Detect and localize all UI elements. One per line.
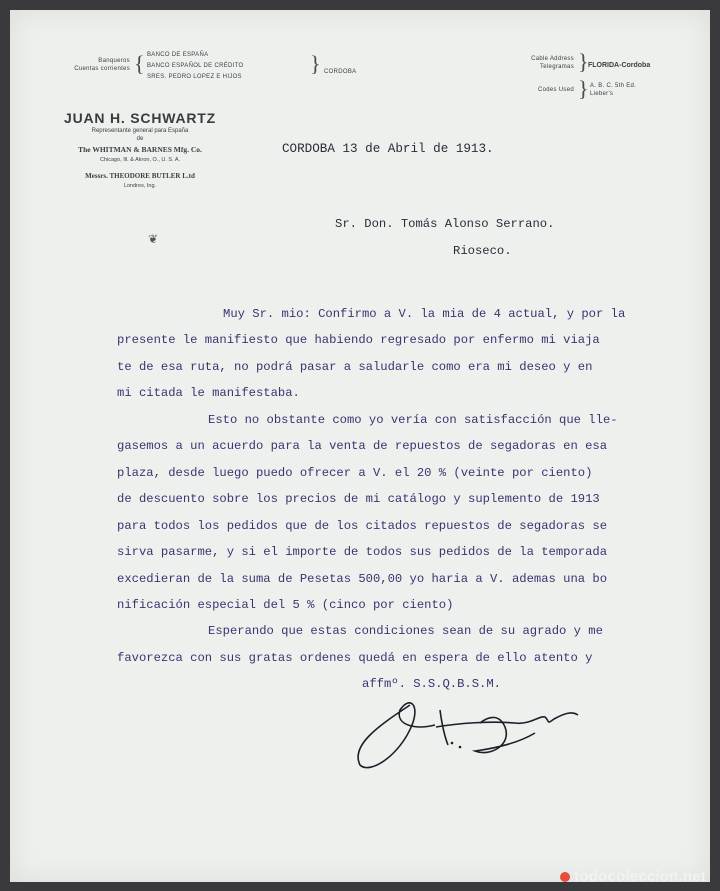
bank-labels [54,57,130,73]
body-line: plaza, desde luego puedo ofrecer a V. el 20 % (veinte por ciento) [117,466,593,480]
of-line: de [136,136,144,142]
bracket-codes: } [578,76,589,101]
body-line: Esto no obstante como yo vería con satisfacción que lle- [208,413,618,427]
body-line: Esperando que estas condiciones sean de su agrado y me [208,624,603,638]
bank-list [147,51,243,81]
body-line: Muy Sr. mio: Confirmo a V. la mia de 4 actual, y por la [223,307,626,321]
codes-value-2: Lieber's [590,91,614,97]
body-line: favorezca con sus gratas ordenes quedá en espera de ello atento y [117,651,593,665]
body-line: excedieran de la suma de Pesetas 500,00 yo haria a V. ademas una bo [117,572,608,586]
recipient-name: Sr. Don. Tomás Alonso Serrano. [335,217,555,231]
cable-label-2: Telegramas [539,64,574,70]
body-line: presente le manifiesto que habiendo regresado por enfermo mi viaja [117,333,600,347]
body-line: nificación especial del 5 % (cinco por ciento) [117,598,454,612]
body-line: para todos los pedidos que de los citados repuestos de segadoras se [117,519,608,533]
rep-line: Representante general para España [91,128,189,134]
bank-label-1: Banqueros [98,58,130,64]
sender-block [50,110,230,189]
bank-1: BANCO DE ESPAÑA [147,52,209,58]
company-address: Chicago, Ill. & Akron, O., U. S. A. [99,157,181,163]
company2-address: Londres, Ing. [123,183,157,189]
ornament-icon: ❦ [148,232,159,246]
cable-label-1: Cable Address [531,56,574,62]
sender-name: JUAN H. SCHWARTZ [63,110,217,126]
watermark-text: todocoleccion.net [574,868,706,885]
cable-labels [500,55,574,71]
signature [340,685,600,775]
bank-2: BANCO ESPAÑOL DE CRÉDITO [147,63,244,69]
body-line: de descuento sobre los precios de mi catálogo y suplemento de 1913 [117,492,600,506]
bracket-right: } [310,51,321,76]
watermark-logo-icon [560,872,570,882]
body-line: te de esa ruta, no podrá pasar a saludarle como era mi deseo y en [117,360,593,374]
body-line: mi citada le manifestaba. [117,386,300,400]
place-date: CORDOBA 13 de Abril de 1913. [282,142,494,156]
bank-city: CORDOBA [324,69,357,75]
recipient-city: Rioseco. [453,244,512,258]
codes-label: Codes Used [537,87,574,93]
bracket-cable: } [578,49,589,74]
body-line: gasemos a un acuerdo para la venta de repuestos de segadoras en esa [117,439,608,453]
codes-value [590,82,636,98]
cable-value: FLORIDA-Cordoba [588,62,651,69]
letter-paper [10,10,710,882]
company2-name: Messrs. THEODORE BUTLER L.td [85,172,195,180]
company-name: The WHITMAN & BARNES Mfg. Co. [78,145,202,154]
codes-value-1: A. B. C. 5th Ed. [590,83,637,89]
bank-label-2: Cuentas corrientes [74,66,130,72]
bracket-left: { [134,51,145,76]
bank-3: SRES. PEDRO LOPEZ E HIJOS [147,74,242,80]
body-line: sirva pasarme, y si el importe de todos sus pedidos de la temporada [117,545,608,559]
watermark [560,868,706,885]
closing-line: affmº. S.S.Q.B.S.M. [362,677,501,691]
